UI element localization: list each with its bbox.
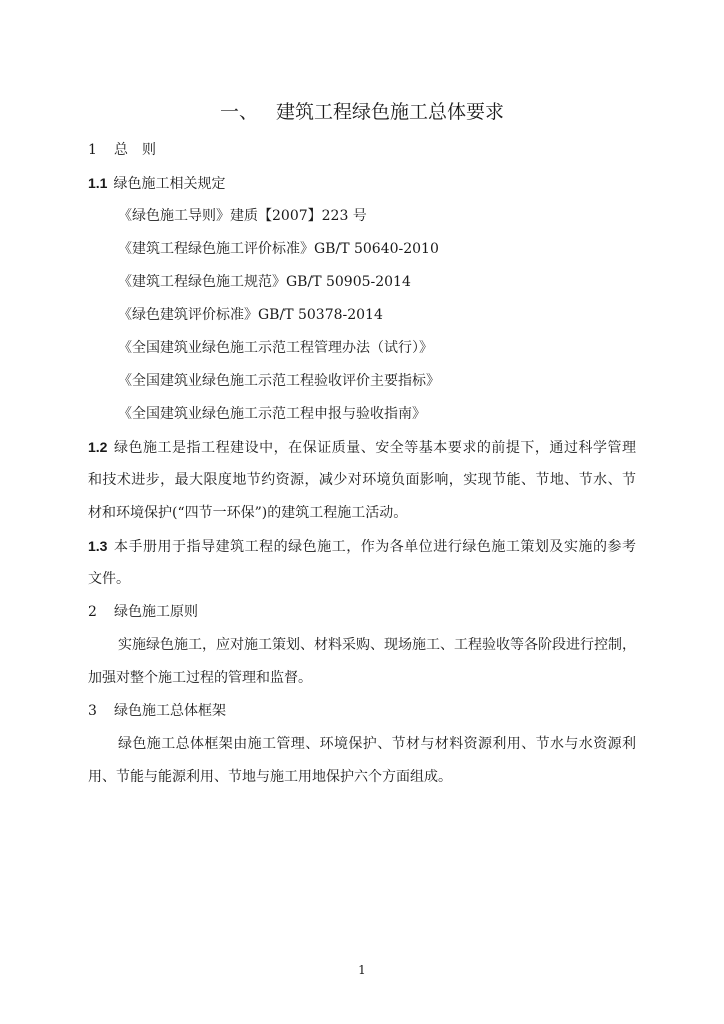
- reference-item: 《建筑工程绿色施工规范》GB/T 50905-2014: [118, 274, 411, 290]
- section-2-heading: [88, 602, 198, 622]
- paragraph-line: 用、节能与能源利用、节地与施工用地保护六个方面组成。: [88, 769, 452, 785]
- title-text: 建筑工程绿色施工总体要求: [276, 101, 505, 123]
- reference-item: 《全国建筑业绿色施工示范工程申报与验收指南》: [118, 406, 426, 422]
- subsection-1-2-line-1: [88, 437, 636, 458]
- subsection-1-3-line-1: [88, 536, 636, 557]
- paragraph-line: 加强对整个施工过程的管理和监督。: [88, 670, 312, 686]
- reference-item: 《绿色建筑评价标准》GB/T 50378-2014: [118, 307, 383, 323]
- subsection-1-3-text: 本手册用于指导建筑工程的绿色施工，作为各单位进行绿色施工策划及实施的参考: [113, 539, 636, 555]
- document-title: [0, 100, 724, 124]
- page-number: 1: [358, 963, 366, 977]
- subsection-1-1-title: 绿色施工相关规定: [113, 176, 226, 192]
- section-3-heading: [88, 701, 226, 721]
- subsection-1-1-number: 1.1: [88, 175, 108, 191]
- subsection-1-2-number: 1.2: [88, 439, 108, 455]
- section-2-number: 2: [88, 604, 97, 620]
- section-1-number: 1: [88, 142, 97, 158]
- subsection-1-3-number: 1.3: [88, 538, 108, 554]
- reference-item: 《全国建筑业绿色施工示范工程验收评价主要指标》: [118, 373, 440, 389]
- reference-item: 《绿色施工导则》建质【2007】223 号: [118, 208, 367, 224]
- paragraph-line: 和技术进步，最大限度地节约资源，减少对环境负面影响，实现节能、节地、节水、节: [88, 472, 636, 488]
- section-3-title: 绿色施工总体框架: [114, 703, 226, 719]
- section-3-number: 3: [88, 703, 97, 719]
- title-number: 一、: [219, 101, 258, 123]
- reference-item: 《全国建筑业绿色施工示范工程管理办法（试行）》: [118, 340, 433, 356]
- paragraph-line: 材和环境保护(“四节一环保”)的建筑工程施工活动。: [88, 505, 408, 521]
- section-1-title: 总 则: [114, 142, 156, 158]
- paragraph-line: 绿色施工总体框架由施工管理、环境保护、节材与材料资源利用、节水与水资源利: [118, 736, 636, 752]
- section-2-title: 绿色施工原则: [114, 604, 198, 620]
- paragraph-line: 实施绿色施工，应对施工策划、材料采购、现场施工、工程验收等各阶段进行控制，: [118, 637, 636, 653]
- paragraph-line: 文件。: [88, 571, 130, 587]
- section-1-heading: [88, 140, 156, 160]
- reference-item: 《建筑工程绿色施工评价标准》GB/T 50640-2010: [118, 241, 439, 257]
- subsection-1-2-text: 绿色施工是指工程建设中，在保证质量、安全等基本要求的前提下，通过科学管理: [113, 440, 636, 456]
- subsection-1-1-heading: [88, 173, 225, 194]
